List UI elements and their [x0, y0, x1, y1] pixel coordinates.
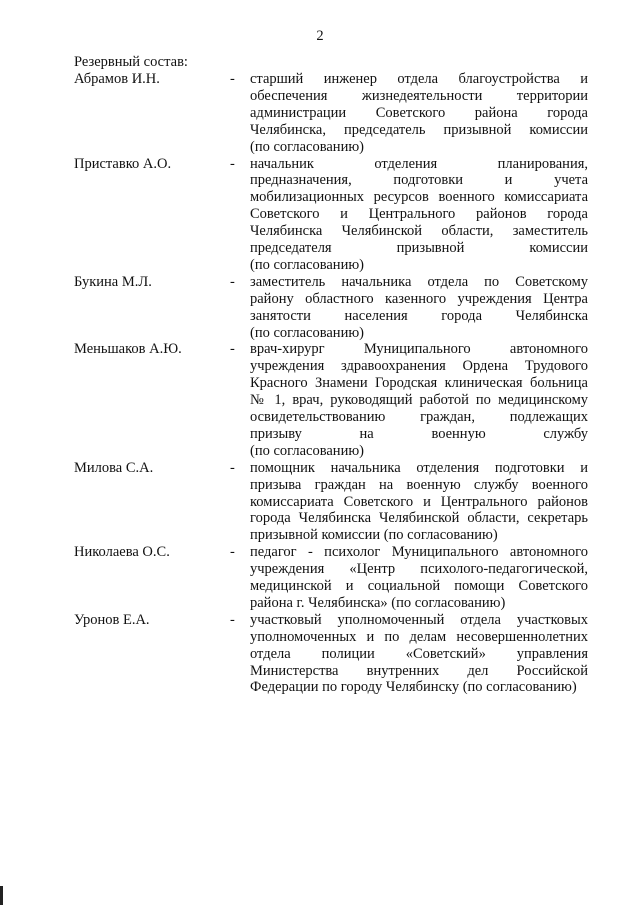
member-entry — [0, 341, 640, 459]
role-line: занятости населения города Челябинска — [250, 307, 588, 324]
member-entry — [0, 156, 640, 274]
role-line: Советского и Центрального районов города — [250, 206, 588, 223]
member-role — [250, 156, 588, 274]
separator-dash: - — [230, 611, 235, 628]
role-line: освидетельствованию граждан, подлежащих — [250, 409, 588, 426]
separator-dash: - — [230, 544, 235, 561]
role-line: (по согласованию) — [250, 138, 364, 155]
role-line: заместитель начальника отдела по Советскому — [250, 273, 588, 290]
member-name: Меньшаков А.Ю. — [74, 341, 182, 358]
member-name: Николаева О.С. — [74, 544, 170, 561]
role-line: уполномоченных и по делам несовершеннолетних — [250, 628, 588, 645]
member-list — [0, 71, 640, 696]
page-number: 2 — [316, 28, 324, 44]
member-role — [250, 341, 588, 459]
role-line: старший инженер отдела благоустройства и — [250, 71, 588, 87]
role-line: призывной комиссии (по согласованию) — [250, 527, 498, 544]
separator-dash: - — [230, 341, 235, 358]
role-line: начальник отделения планирования, — [250, 155, 588, 172]
role-line: (по согласованию) — [250, 256, 364, 273]
role-line: Министерства внутренних дел Российской — [250, 662, 588, 679]
role-line: учреждения здравоохранения Ордена Трудового — [250, 358, 588, 375]
role-line: призыва граждан на военную службу военного — [250, 476, 588, 493]
role-line: (по согласованию) — [250, 324, 364, 341]
member-role — [250, 71, 588, 156]
role-line: (по согласованию) — [250, 442, 364, 459]
member-role — [250, 460, 588, 545]
role-line: педагог - психолог Муниципального автономного — [250, 544, 588, 561]
role-line: участковый уполномоченный отдела участковых — [250, 611, 588, 628]
member-entry — [0, 460, 640, 545]
role-line: району областного казенного учреждения Центра — [250, 290, 588, 307]
role-line: Красного Знамени Городская клиническая больница — [250, 375, 588, 392]
role-line: администрации Советского района города — [250, 104, 588, 121]
role-line: № 1, врач, руководящий работой по медицинскому — [250, 392, 588, 409]
role-line: врач-хирург Муниципального автономного — [250, 341, 588, 358]
member-entry — [0, 544, 640, 612]
role-line: района г. Челябинска» (по согласованию) — [250, 594, 506, 611]
member-name: Абрамов И.Н. — [74, 71, 160, 87]
member-entry — [0, 612, 640, 697]
member-name: Букина М.Л. — [74, 273, 152, 290]
member-role — [250, 544, 588, 612]
role-line: Челябинска Челябинской области, заместитель — [250, 223, 588, 240]
separator-dash: - — [230, 273, 235, 290]
role-line: призыву на военную службу — [250, 425, 588, 442]
member-role — [250, 612, 588, 697]
section-title: Резервный состав: — [74, 54, 188, 70]
member-name: Уронов Е.А. — [74, 611, 150, 628]
separator-dash: - — [230, 459, 235, 476]
member-entry — [0, 274, 640, 342]
member-role — [250, 274, 588, 342]
role-line: помощник начальника отделения подготовки и — [250, 459, 588, 476]
member-name: Приставко А.О. — [74, 155, 172, 172]
scan-edge-mark — [0, 886, 3, 905]
role-line: учреждения «Центр психолого-педагогической, — [250, 561, 588, 578]
role-line: предназначения, подготовки и учета — [250, 172, 588, 189]
role-line: комиссариата Советского и Центрального районов — [250, 493, 588, 510]
role-line: мобилизационных ресурсов военного комиссариата — [250, 189, 588, 206]
separator-dash: - — [230, 71, 235, 87]
role-line: города Челябинска Челябинской области, секретарь — [250, 510, 588, 527]
role-line: председателя призывной комиссии — [250, 240, 588, 257]
role-line: обеспечения жизнедеятельности территории — [250, 87, 588, 104]
role-line: Челябинска, председатель призывной комиссии — [250, 121, 588, 138]
role-line: медицинской и социальной помощи Советского — [250, 578, 588, 594]
role-line: отдела полиции «Советский» управления — [250, 645, 588, 662]
member-name: Милова С.А. — [74, 459, 154, 476]
role-line: Федерации по городу Челябинску (по согласованию) — [250, 679, 577, 696]
separator-dash: - — [230, 155, 235, 172]
member-entry — [0, 71, 640, 156]
